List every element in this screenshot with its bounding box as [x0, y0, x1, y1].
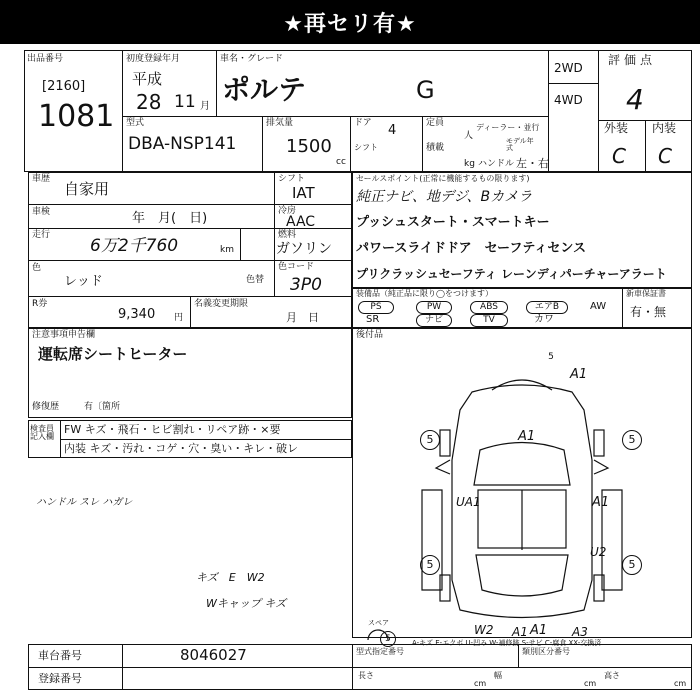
- equip-tv: TV: [470, 314, 508, 327]
- equipment-label: 装備品（純正品に限り◯をつけます）: [356, 289, 493, 298]
- new-warranty-label: 新車保証書: [626, 289, 666, 298]
- right-mirror: [594, 460, 608, 474]
- displacement-label: 排気量: [266, 118, 294, 128]
- header-block: [24, 50, 692, 172]
- inspector-label: 検査員記入欄: [30, 424, 54, 441]
- car-name: ポルテ: [222, 73, 307, 106]
- reg-label: 登録番号: [38, 672, 82, 685]
- width-unit: cm: [584, 679, 597, 688]
- chassis-label: 車台番号: [38, 649, 82, 662]
- width-label: 幅: [494, 671, 502, 680]
- shift-mini: シフト: [354, 143, 378, 152]
- equip-sr: SR: [366, 314, 380, 325]
- fuel-value: ガソリン: [276, 241, 332, 257]
- notes-block: [28, 328, 352, 418]
- handwritten-note-3: Wキャップ キズ: [206, 597, 287, 610]
- inspector-row1: FW キズ・飛石・ヒビ割れ・リペア跡・×要: [64, 423, 281, 436]
- aftermarket-label: 後付品: [356, 330, 384, 340]
- drive-4wd: 4WD: [554, 93, 583, 107]
- handwritten-note-2: キズ E W2: [196, 571, 265, 584]
- mark-right-rear: U2: [590, 545, 607, 559]
- lot-label: 出品番号: [27, 54, 64, 64]
- rating-label: 評価点: [608, 53, 657, 67]
- door-label: ドア: [354, 118, 372, 128]
- spare-label: スペア: [368, 619, 389, 627]
- color-code-label: 色コード: [278, 262, 315, 272]
- interior-label: 内装: [652, 121, 677, 135]
- windshield-outline: [474, 443, 570, 486]
- recycle-value: 9,340: [118, 307, 156, 322]
- equip-pw: PW: [416, 301, 452, 314]
- lot-code: [2160]: [42, 79, 86, 94]
- history-label: 車歴: [32, 174, 51, 184]
- km-unit: km: [220, 245, 234, 255]
- cc-unit: cc: [336, 157, 346, 167]
- sales-point-4: プリクラッシュセーフティ レーンディパーチャーアラート: [356, 267, 667, 281]
- shift-value: IAT: [292, 184, 315, 202]
- month: 11: [174, 92, 196, 112]
- sales-point-3: パワースライドドア セーフティセンス: [356, 241, 586, 256]
- front-right-wheel: [594, 430, 604, 456]
- first-reg-label: 初度登録年月: [126, 54, 181, 64]
- person-unit: 人: [464, 131, 474, 141]
- model-year-label: モデル年式: [506, 137, 534, 152]
- mileage-value: 6万2千760: [90, 236, 179, 256]
- capacity-label: 定員: [426, 118, 445, 128]
- mark-rear-left: W2: [474, 623, 494, 637]
- tread-rear-left: 5: [420, 555, 440, 575]
- fuel-label: 燃料: [278, 230, 297, 240]
- mark-left-door: UA1: [456, 495, 481, 509]
- sales-points-label: セールスポイント(正常に機能するもの限ります): [356, 174, 530, 183]
- warranty-value: 有・無: [630, 305, 667, 319]
- mark-front-bumper: A1: [570, 367, 588, 382]
- ac-value: AAC: [286, 214, 316, 230]
- notes-label: 注意事項申告欄: [32, 330, 96, 340]
- equip-ps: PS: [358, 301, 394, 314]
- equip-navi: ナビ: [416, 314, 452, 327]
- yen-unit: 円: [174, 313, 184, 323]
- drive-2wd: 2WD: [554, 61, 583, 75]
- color-label: 色: [32, 263, 42, 273]
- color-change-label: 色替: [246, 275, 265, 285]
- tread-spare: 5: [380, 631, 396, 647]
- dealer-label: ディーラー・並行: [476, 123, 540, 132]
- interior-grade: C: [658, 144, 672, 168]
- mark-rear-right: A3: [572, 625, 588, 639]
- model-label: 型式: [126, 118, 145, 128]
- tax-label: 名義変更期限: [194, 299, 249, 309]
- repair-value: 有〔箇所: [84, 402, 121, 412]
- doors: 4: [388, 123, 397, 138]
- car-diagram: [352, 340, 692, 640]
- equip-airbag: エアB: [526, 301, 568, 314]
- tread-front-right: 5: [622, 430, 642, 450]
- auction-banner: [0, 0, 700, 44]
- height-unit: cm: [674, 679, 687, 688]
- displacement: 1500: [286, 136, 332, 157]
- loading-label: 積載: [426, 143, 445, 153]
- length-unit: cm: [474, 679, 487, 688]
- mark-hood: A1: [518, 429, 536, 444]
- exterior-label: 外装: [604, 121, 629, 135]
- history-value: 自家用: [64, 180, 110, 198]
- front-left-wheel: [440, 430, 450, 456]
- sales-point-1: 純正ナビ、地デジ、Bカメラ: [356, 189, 533, 205]
- recycle-label: R券: [32, 299, 48, 309]
- mark-rear-center: A1: [512, 625, 528, 639]
- equip-leather: カワ: [534, 314, 554, 325]
- handwritten-note-1: ハンドル スレ ハガレ: [36, 497, 133, 508]
- era: 平成: [132, 70, 163, 88]
- equip-aw: AW: [590, 301, 607, 312]
- equip-abs: ABS: [470, 301, 508, 314]
- height-label: 高さ: [604, 671, 620, 680]
- mark-right-door: A1: [592, 495, 610, 510]
- year: 28: [136, 90, 162, 114]
- length-label: 長さ: [358, 671, 374, 680]
- inspection-label: 車検: [32, 207, 51, 217]
- banner-title: ★再セリ有★: [283, 11, 417, 37]
- inspector-row2: 内装 キズ・汚れ・コゲ・穴・臭い・キレ・破レ: [64, 442, 299, 455]
- color-value: レッド: [64, 274, 103, 289]
- tread-front-left: 5: [420, 430, 440, 450]
- tax-value: 月 日: [286, 311, 319, 324]
- handle-label: ハンドル: [478, 159, 515, 169]
- mark-rear: A1: [530, 623, 548, 638]
- rear-window-outline: [476, 555, 568, 596]
- model-code: DBA-NSP141: [128, 134, 237, 154]
- shift-label: シフト: [278, 174, 306, 184]
- car-name-label: 車名・グレード: [220, 54, 284, 64]
- lot-number: 1081: [38, 99, 115, 134]
- model-spec-label: 型式指定番号: [356, 647, 404, 656]
- auction-sheet: [24, 50, 692, 690]
- tread-extra: 5: [548, 352, 554, 362]
- left-mirror: [436, 460, 450, 474]
- ac-label: 冷房: [278, 206, 297, 216]
- grade: G: [416, 76, 435, 104]
- month-unit: 月: [200, 101, 210, 112]
- exterior-grade: C: [612, 144, 626, 168]
- left-side-panel: [422, 490, 442, 590]
- sales-point-2: プッシュスタート・スマートキー: [356, 215, 550, 230]
- tread-rear-right: 5: [622, 555, 642, 575]
- notes-content: 運転席シートヒーター: [38, 345, 188, 363]
- repair-label: 修復歴: [32, 402, 60, 412]
- rating-value: 4: [626, 83, 644, 116]
- chassis-number: 8046027: [180, 646, 247, 664]
- category-label: 類別区分番号: [522, 647, 570, 656]
- kg-unit: kg: [464, 159, 475, 169]
- damage-legend: A-キズ E-エクボ U-凹み W-補修跡 S-サビ C-腐食 XX-交換済: [412, 639, 602, 647]
- mileage-label: 走行: [32, 230, 51, 240]
- handle-value: 左・右: [516, 157, 549, 170]
- color-code-value: 3P0: [290, 275, 322, 295]
- inspection-value: 年 月( 日): [132, 211, 208, 226]
